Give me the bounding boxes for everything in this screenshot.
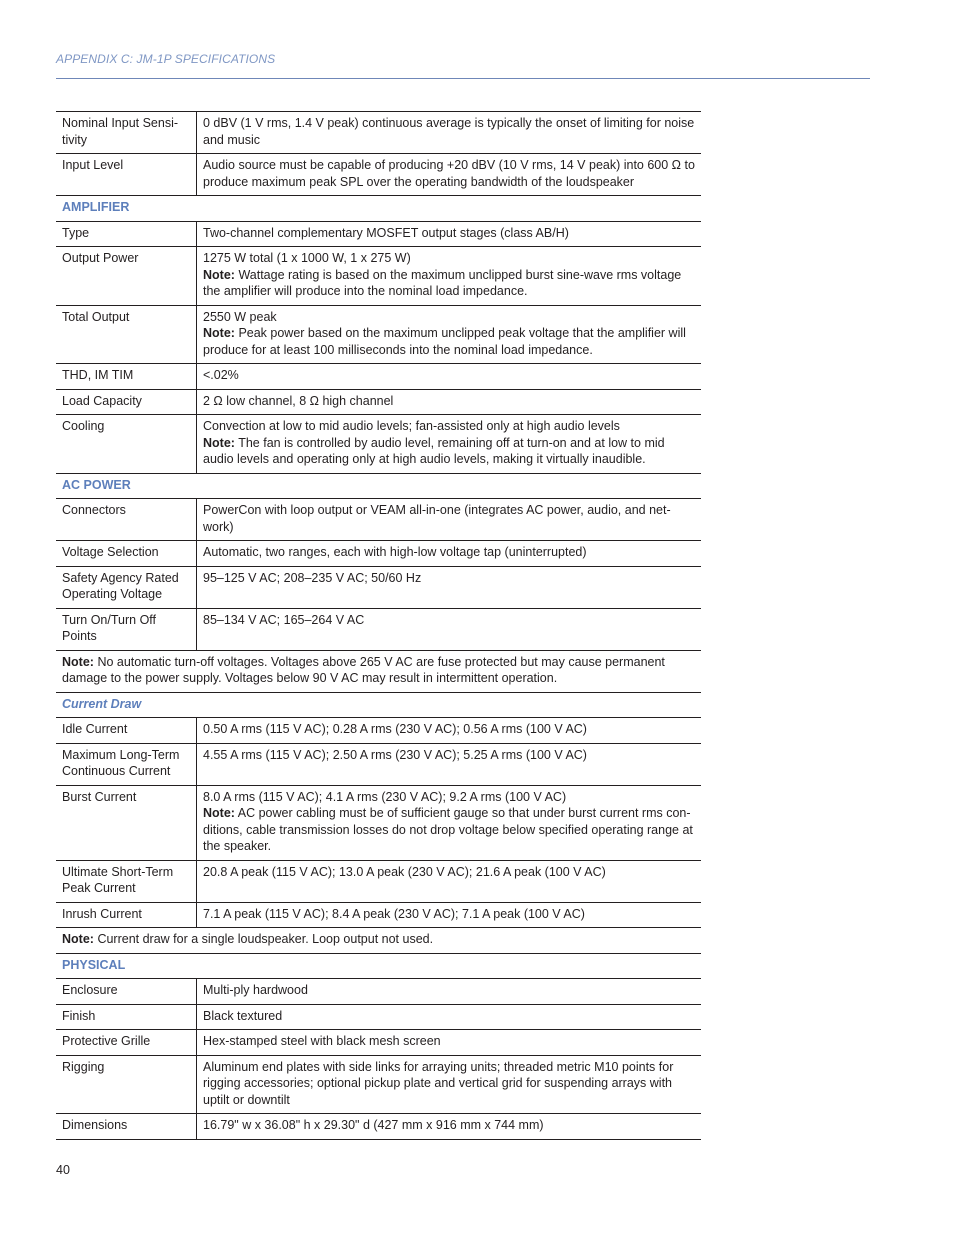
spec-label-cell <box>56 1004 197 1030</box>
spec-value-cell <box>197 364 702 390</box>
spec-label: Total Output <box>62 309 130 324</box>
spec-value: 95–125 V AC; 208–235 V AC; 50/60 Hz <box>203 570 422 585</box>
spec-label-cell <box>56 1114 197 1140</box>
spec-label-cell <box>56 1055 197 1114</box>
spec-value-cell <box>197 785 702 860</box>
spec-label: Idle Current <box>62 722 128 736</box>
table-row <box>56 979 701 1005</box>
spec-value-cell <box>197 1114 702 1140</box>
spec-value: Hex-stamped steel with black mesh screen <box>203 1034 441 1048</box>
table-note <box>56 650 701 692</box>
spec-label: Safety Agency Rated <box>62 570 179 585</box>
spec-label-cell <box>56 608 197 650</box>
note-label: Note: <box>203 267 235 282</box>
note-text: No automatic turn-off voltages. Voltages above 265 V AC are fuse protected but may cause permanent damage to the power supply. Voltages below 90 V AC may result in intermittent operation. <box>62 654 665 685</box>
spec-label: Nominal Input Sensi- <box>62 116 179 130</box>
spec-value: 20.8 A peak (115 V AC); 13.0 A peak (230 V AC); 21.6 A peak (100 V AC) <box>203 864 606 879</box>
spec-label: Operating Voltage <box>62 587 163 601</box>
table-row <box>56 692 701 718</box>
note-text: AC power cabling must be of sufficient gauge so that under burst current rms con-ditions, cable transmission losses do not drop voltage below specified operating range at the speaker. <box>203 806 693 853</box>
spec-value-cell <box>197 860 702 902</box>
spec-value: PowerCon with loop output or VEAM all-in-one (integrates AC power, audio, and net-work) <box>203 503 671 534</box>
spec-label: Output Power <box>62 251 139 265</box>
spec-note <box>203 267 695 300</box>
spec-value-cell <box>197 902 702 928</box>
table-row <box>56 785 701 860</box>
table-row <box>56 1004 701 1030</box>
spec-value-cell <box>197 305 702 364</box>
spec-label: Input Level <box>62 158 124 172</box>
spec-value: 2 Ω low channel, 8 Ω high channel <box>203 393 394 408</box>
spec-note <box>203 805 695 855</box>
spec-value: 7.1 A peak (115 V AC); 8.4 A peak (230 V AC); 7.1 A peak (100 V AC) <box>203 906 585 921</box>
spec-label-cell <box>56 860 197 902</box>
spec-label-cell <box>56 785 197 860</box>
spec-value-cell <box>197 566 702 608</box>
table-row <box>56 718 701 744</box>
spec-value-cell <box>197 718 702 744</box>
spec-value: Audio source must be capable of producing +20 dBV (10 V rms, 14 V peak) into 600 Ω to produce maximum peak SPL over the operating bandwidth of the loudspeaker <box>203 158 695 189</box>
spec-value: <.02% <box>203 368 239 382</box>
spec-value: Automatic, two ranges, each with high-low voltage tap (uninterrupted) <box>203 545 587 559</box>
section-heading: AC POWER <box>56 473 701 499</box>
subsection-heading: Current Draw <box>56 692 701 718</box>
section-heading: PHYSICAL <box>56 953 701 979</box>
spec-value: 1275 W total (1 x 1000 W, 1 x 275 W) <box>203 251 411 265</box>
table-row <box>56 566 701 608</box>
table-row <box>56 154 701 196</box>
table-row <box>56 953 701 979</box>
spec-label: tivity <box>62 132 87 147</box>
table-row <box>56 305 701 364</box>
spec-label: Inrush Current <box>62 906 142 921</box>
spec-label-cell <box>56 499 197 541</box>
spec-value-cell <box>197 743 702 785</box>
table-row <box>56 221 701 247</box>
spec-label-cell <box>56 389 197 415</box>
spec-label: Maximum Long-Term <box>62 747 180 762</box>
spec-table <box>56 111 701 1140</box>
spec-note <box>203 435 695 468</box>
spec-label: Burst Current <box>62 789 137 804</box>
spec-value-cell <box>197 979 702 1005</box>
table-row <box>56 415 701 474</box>
note-label: Note: <box>203 806 235 820</box>
spec-label-cell <box>56 1030 197 1056</box>
spec-label: THD, IM TIM <box>62 368 134 382</box>
spec-value-cell <box>197 541 702 567</box>
note-text: Peak power based on the maximum unclipped peak voltage that the amplifier will produce for at least 100 milliseconds into the nominal load impedance. <box>203 326 686 357</box>
spec-value-cell <box>197 1004 702 1030</box>
note-text: The fan is controlled by audio level, remaining off at turn-on and at low to mid audio levels and operating only at high audio levels, making it virtually inaudible. <box>203 435 665 466</box>
spec-value-cell <box>197 389 702 415</box>
spec-value: 4.55 A rms (115 V AC); 2.50 A rms (230 V AC); 5.25 A rms (100 V AC) <box>203 747 587 762</box>
spec-label: Points <box>62 629 97 643</box>
table-row <box>56 112 701 154</box>
table-row <box>56 473 701 499</box>
spec-label-cell <box>56 743 197 785</box>
table-note <box>56 928 701 954</box>
spec-value: Multi-ply hardwood <box>203 983 308 997</box>
note-label: Note: <box>62 654 94 669</box>
table-row <box>56 860 701 902</box>
spec-label: Finish <box>62 1008 96 1023</box>
spec-value: Black textured <box>203 1008 283 1023</box>
running-header: APPENDIX C: JM-1P SPECIFICATIONS <box>56 52 276 66</box>
spec-value: 0 dBV (1 V rms, 1.4 V peak) continuous average is typically the onset of limiting for noise and music <box>203 116 695 147</box>
spec-value: Two-channel complementary MOSFET output stages (class AB/H) <box>203 225 569 240</box>
section-heading: AMPLIFIER <box>56 196 701 222</box>
table-row <box>56 499 701 541</box>
spec-label-cell <box>56 112 197 154</box>
spec-value-cell <box>197 1055 702 1114</box>
table-row <box>56 1055 701 1114</box>
spec-value: 0.50 A rms (115 V AC); 0.28 A rms (230 V AC); 0.56 A rms (100 V AC) <box>203 722 587 736</box>
note-label: Note: <box>203 435 235 450</box>
spec-label: Protective Grille <box>62 1034 151 1048</box>
table-row <box>56 743 701 785</box>
note-label: Note: <box>203 326 235 340</box>
spec-value-cell <box>197 415 702 474</box>
spec-value-cell <box>197 608 702 650</box>
page-number: 40 <box>56 1163 70 1177</box>
table-row <box>56 650 701 692</box>
spec-label: Type <box>62 225 90 240</box>
spec-label: Peak Current <box>62 881 136 895</box>
spec-label: Turn On/Turn Off <box>62 612 157 627</box>
spec-label-cell <box>56 247 197 306</box>
spec-label-cell <box>56 541 197 567</box>
table-row <box>56 364 701 390</box>
spec-label: Dimensions <box>62 1118 128 1132</box>
spec-value-cell <box>197 221 702 247</box>
note-text: Current draw for a single loudspeaker. Loop output not used. <box>97 932 434 946</box>
spec-label: Continuous Current <box>62 764 171 778</box>
header-rule <box>56 78 870 79</box>
spec-label: Cooling <box>62 419 105 433</box>
table-row <box>56 389 701 415</box>
spec-value: 2550 W peak <box>203 309 277 324</box>
spec-label-cell <box>56 566 197 608</box>
table-row <box>56 247 701 306</box>
table-row <box>56 196 701 222</box>
table-row <box>56 541 701 567</box>
spec-value: Convection at low to mid audio levels; fan-assisted only at high audio levels <box>203 419 620 433</box>
spec-value-cell <box>197 112 702 154</box>
spec-label-cell <box>56 364 197 390</box>
spec-value-cell <box>197 247 702 306</box>
spec-label-cell <box>56 979 197 1005</box>
spec-label-cell <box>56 305 197 364</box>
table-row <box>56 1030 701 1056</box>
spec-value: Aluminum end plates with side links for arraying units; threaded metric M10 points for rigging accessories; optional pickup plate and vertical grid for suspending arrays with uptilt or downtilt <box>203 1059 674 1107</box>
table-row <box>56 902 701 928</box>
spec-label-cell <box>56 154 197 196</box>
spec-label: Rigging <box>62 1059 105 1074</box>
spec-note <box>203 325 695 358</box>
table-row <box>56 928 701 954</box>
spec-label-cell <box>56 718 197 744</box>
table-row <box>56 608 701 650</box>
spec-value: 8.0 A rms (115 V AC); 4.1 A rms (230 V AC); 9.2 A rms (100 V AC) <box>203 789 567 804</box>
spec-label: Load Capacity <box>62 393 142 408</box>
note-label: Note: <box>62 932 94 946</box>
note-text: Wattage rating is based on the maximum unclipped burst sine-wave rms voltage the amplifier will produce into the nominal load impedance. <box>203 267 682 298</box>
spec-value: 85–134 V AC; 165–264 V AC <box>203 612 365 627</box>
spec-label-cell <box>56 221 197 247</box>
spec-value-cell <box>197 1030 702 1056</box>
spec-value-cell <box>197 154 702 196</box>
table-row <box>56 1114 701 1140</box>
spec-table-body <box>56 112 701 1140</box>
spec-label: Ultimate Short-Term <box>62 864 174 879</box>
spec-label-cell <box>56 902 197 928</box>
spec-label: Enclosure <box>62 983 118 997</box>
spec-label: Voltage Selection <box>62 545 159 559</box>
spec-value-cell <box>197 499 702 541</box>
spec-value: 16.79" w x 36.08" h x 29.30" d (427 mm x 916 mm x 744 mm) <box>203 1118 544 1132</box>
spec-label: Connectors <box>62 503 126 517</box>
spec-label-cell <box>56 415 197 474</box>
